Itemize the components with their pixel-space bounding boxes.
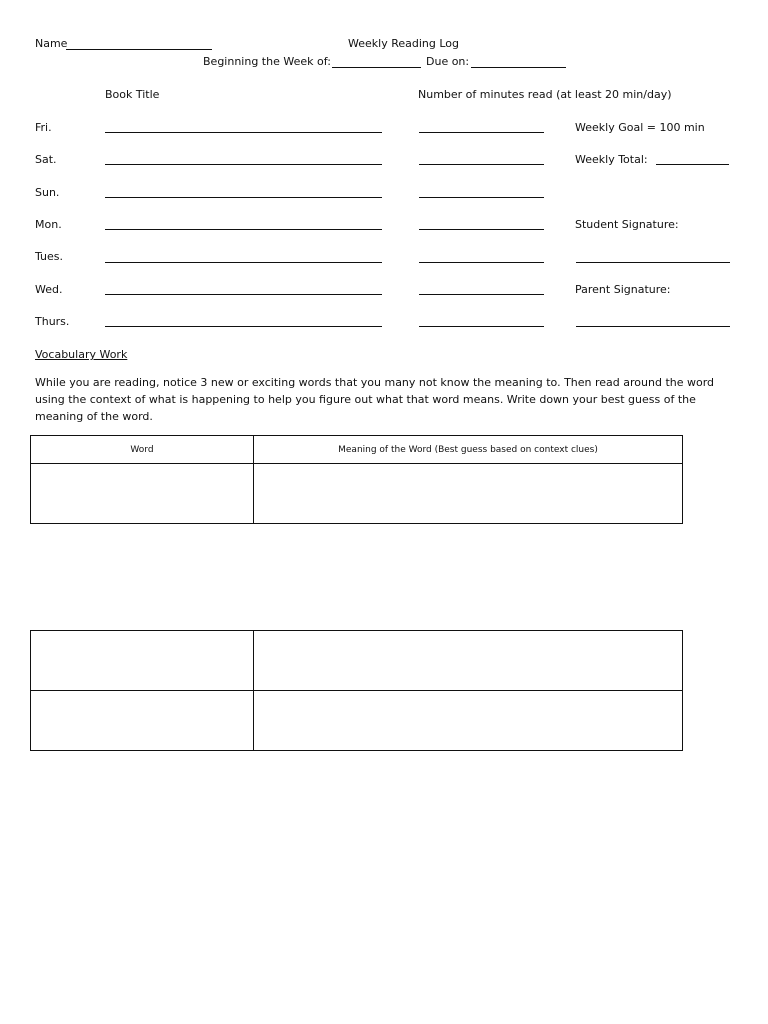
vocab-instructions: While you are reading, notice 3 new or exciting words that you many not know the meaning to. Then read around the word using the context of what is happening to help you figure out what that word means. Write down your best guess of the meaning of the word. [35,376,715,423]
minutes-line-wed[interactable] [419,294,544,295]
week-field[interactable] [332,67,421,68]
meaning-column-header: Meaning of the Word (Best guess based on context clues) [254,436,683,464]
minutes-line-tues[interactable] [419,262,544,263]
minutes-line-sun[interactable] [419,197,544,198]
student-signature-line[interactable] [576,262,730,263]
minutes-line-mon[interactable] [419,229,544,230]
day-label-fri: Fri. [35,121,52,134]
due-field[interactable] [471,67,566,68]
day-label-tues: Tues. [35,250,64,263]
due-label: Due on: [426,55,470,68]
week-label: Beginning the Week of: [203,55,331,68]
book-title-line-thurs[interactable] [105,326,382,327]
parent-signature-line[interactable] [576,326,730,327]
day-label-sat: Sat. [35,153,57,166]
book-title-header: Book Title [105,88,160,101]
word-cell-1[interactable] [31,464,254,524]
minutes-header: Number of minutes read (at least 20 min/day) [418,88,672,101]
book-title-line-fri[interactable] [105,132,382,133]
book-title-line-sun[interactable] [105,197,382,198]
name-label: Name [35,37,68,50]
vocab-table-2 [30,630,683,751]
book-title-line-mon[interactable] [105,229,382,230]
word-column-header: Word [31,436,254,464]
weekly-total-label: Weekly Total: [575,153,648,166]
meaning-cell-2[interactable] [254,631,683,691]
vocab-heading: Vocabulary Work [35,348,128,361]
word-cell-3[interactable] [31,691,254,751]
day-label-mon: Mon. [35,218,62,231]
day-label-sun: Sun. [35,186,60,199]
page-title: Weekly Reading Log [348,37,459,50]
parent-signature-label: Parent Signature: [575,283,671,296]
name-field[interactable] [66,49,212,50]
meaning-cell-1[interactable] [254,464,683,524]
vocab-table-1 [30,435,683,524]
weekly-goal: Weekly Goal = 100 min [575,121,705,134]
weekly-total-field[interactable] [656,164,729,165]
day-label-wed: Wed. [35,283,63,296]
book-title-line-tues[interactable] [105,262,382,263]
minutes-line-fri[interactable] [419,132,544,133]
minutes-line-sat[interactable] [419,164,544,165]
book-title-line-wed[interactable] [105,294,382,295]
meaning-cell-3[interactable] [254,691,683,751]
day-label-thurs: Thurs. [35,315,70,328]
student-signature-label: Student Signature: [575,218,679,231]
minutes-line-thurs[interactable] [419,326,544,327]
book-title-line-sat[interactable] [105,164,382,165]
word-cell-2[interactable] [31,631,254,691]
